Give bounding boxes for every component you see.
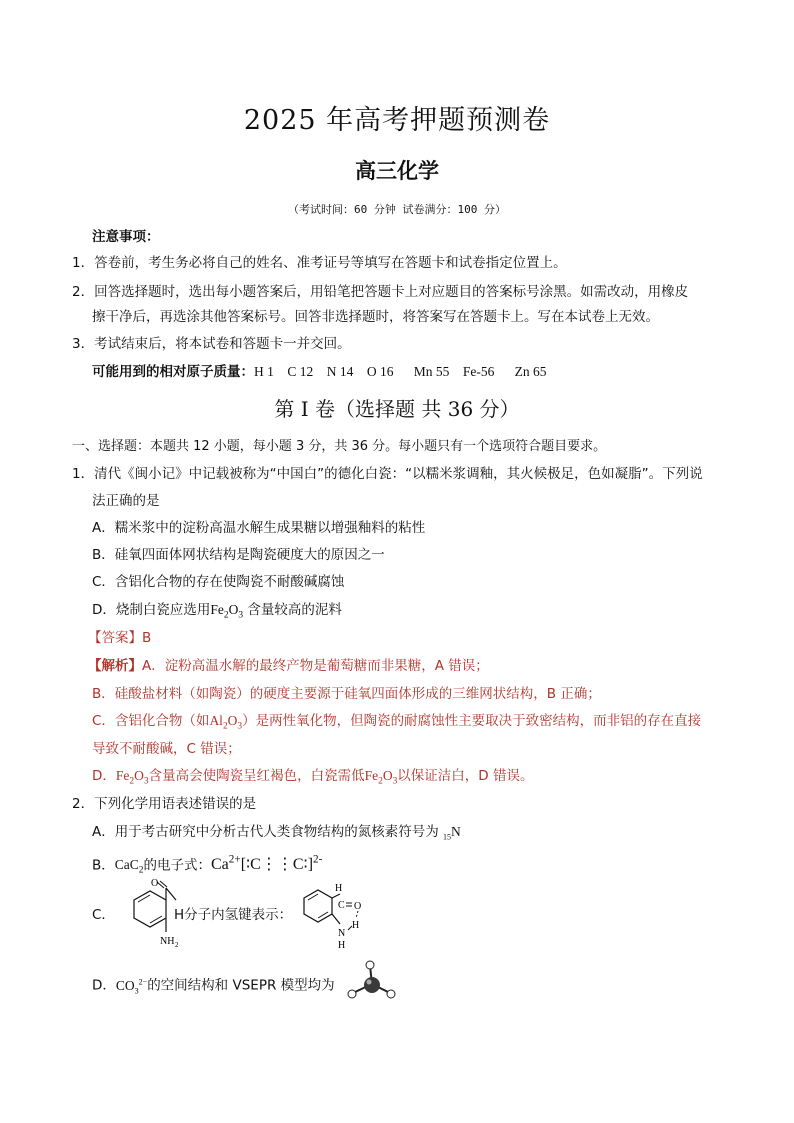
notice-item-text: 考试结束后，将本试卷和答题卡一并交回。 [94,336,351,352]
exam-title: 2025 年高考押题预测卷 [243,105,551,136]
q1-option-c: C．含铝化合物的存在使陶瓷不耐酸碱腐蚀 [92,574,345,590]
notice-item-text: 答卷前，考生务必将自己的姓名、准考证号等填写在答题卡和试卷指定位置上。 [94,255,567,271]
svg-text:O: O [151,878,159,889]
svg-text:C: C [338,900,345,911]
q1-analysis-d [92,766,533,792]
notice-item-3 [72,334,351,354]
q2-option-b-prefix: B． [92,857,115,874]
analysis-text: C．含铝化合物（如 [92,713,210,729]
q1-analysis-b: B．硅酸盐材料（如陶瓷）的硬度主要源于硅氧四面体形成的三维网状结构，B 正确； [92,686,601,702]
q2-option-d [92,972,335,1001]
analysis-text: A．淀粉高温水解的最终产物是葡萄糖而非果糖，A 错误； [142,658,489,674]
hydrogen-bond-structure-image [294,878,374,950]
notice-item-number: 3． [72,336,95,352]
q2-option-a [92,822,461,848]
q1-answer: 【答案】B [88,630,152,646]
notice-item-number: 2． [72,284,95,300]
section-intro: 一、选择题：本题共 12 小题，每小题 3 分，共 36 分。每小题只有一个选项符合题目要求。 [72,439,607,454]
exam-subtitle: 高三化学 [355,159,439,183]
svg-text:NH: NH [160,936,175,947]
notice-item-2-continuation: 擦干净后，再选涂其他答案标号。回答非选择题时，将答案写在答题卡上。写在本试卷上无效。 [92,309,659,325]
q1-analysis-a [88,656,489,676]
notice-heading: 注意事项： [92,229,160,245]
q1-option-d [92,600,342,626]
q1-option-a: A．糯米浆中的淀粉高温水解生成果糖以增强釉料的粘性 [92,520,426,536]
formula-co3: $CO_3^{2-}$ [115,977,148,996]
analysis-text: D． [92,768,116,784]
formula-fe2o3: $Fe_2O_3$ [210,602,244,621]
q2-stem: 2．下列化学用语表述错误的是 [72,796,257,812]
formula-fe2o3: $Fe_2O_3$ [364,768,398,787]
q1-analysis-c-continuation: 导致不耐酸碱，C 错误； [92,741,241,757]
q2-option-b-text: 的电子式： [143,857,211,874]
formula-fe2o3: $Fe_2O_3$ [115,768,149,787]
q1-analysis-c [92,711,701,737]
benzaldehyde-structure-image [112,878,182,950]
q2-option-c-prefix: C． [92,907,115,923]
svg-text:N: N [338,928,346,939]
notice-item-2 [72,282,688,302]
notice-item-text: 回答选择题时，选出每小题答案后，用铅笔把答题卡上对应题目的答案标号涂黑。如需改动，用橡皮 [94,284,689,300]
atomic-mass-line [92,362,547,382]
atomic-mass-label: 可能用到的相对原子质量： [92,364,254,380]
electron-formula-cac2: $Ca^{2+}[∶C⋮⋮C∶]^{2-}$ [211,854,323,874]
q2-option-c-text: H分子内氢键表示： [174,907,293,923]
analysis-text: ）是两性氧化物，但陶瓷的耐腐蚀性主要取决于致密结构，而非铝的存在直接 [242,713,702,729]
svg-text:H: H [335,883,343,894]
svg-text:H: H [338,940,346,950]
q2-option-d-prefix: D． [92,977,116,994]
section-title: 第 I 卷（选择题 共 36 分） [274,397,520,421]
atomic-mass-values: H 1 C 12 N 14 O 16 Mn 55 Fe-56 Zn 65 [254,364,547,379]
formula-al2o3: $Al_2O_3$ [209,713,243,732]
svg-text:H: H [352,920,360,931]
exam-info: （考试时间：60 分钟 试卷满分：100 分） [288,203,506,216]
q2-option-a-text: A．用于考古研究中分析古代人类食物结构的氮核素符号为 [92,824,439,840]
notice-item-number: 1． [72,255,95,271]
q1-option-b: B．硅氧四面体网状结构是陶瓷硬度大的原因之一 [92,547,385,563]
trigonal-planar-model-image [344,958,400,1004]
q2-option-b [92,850,322,881]
nuclide-symbol-n15: $_{15}$N [443,824,461,842]
analysis-label: 【解析】 [88,658,142,674]
formula-cac2: CaC$_2$ [114,857,144,877]
analysis-text: 以保证洁白，D 错误。 [397,768,534,784]
q1-stem: 1．清代《闽小记》中记载被称为“中国白”的德化白瓷：“以糯米浆调釉，其火候极足，色如凝脂”。下列说 [72,466,703,482]
notice-item-1 [72,253,567,273]
q1-option-d-prefix: D．烧制白瓷应选用 [92,602,211,618]
analysis-text: 含量高会使陶瓷呈红褐色，白瓷需低 [148,768,365,784]
q1-stem-continuation: 法正确的是 [92,493,160,509]
svg-text:O: O [354,901,362,912]
svg-text:2: 2 [175,941,179,949]
q1-option-d-suffix: 含量较高的泥料 [247,602,342,618]
q2-option-d-text: 的空间结构和 VSEPR 模型均为 [147,977,335,994]
